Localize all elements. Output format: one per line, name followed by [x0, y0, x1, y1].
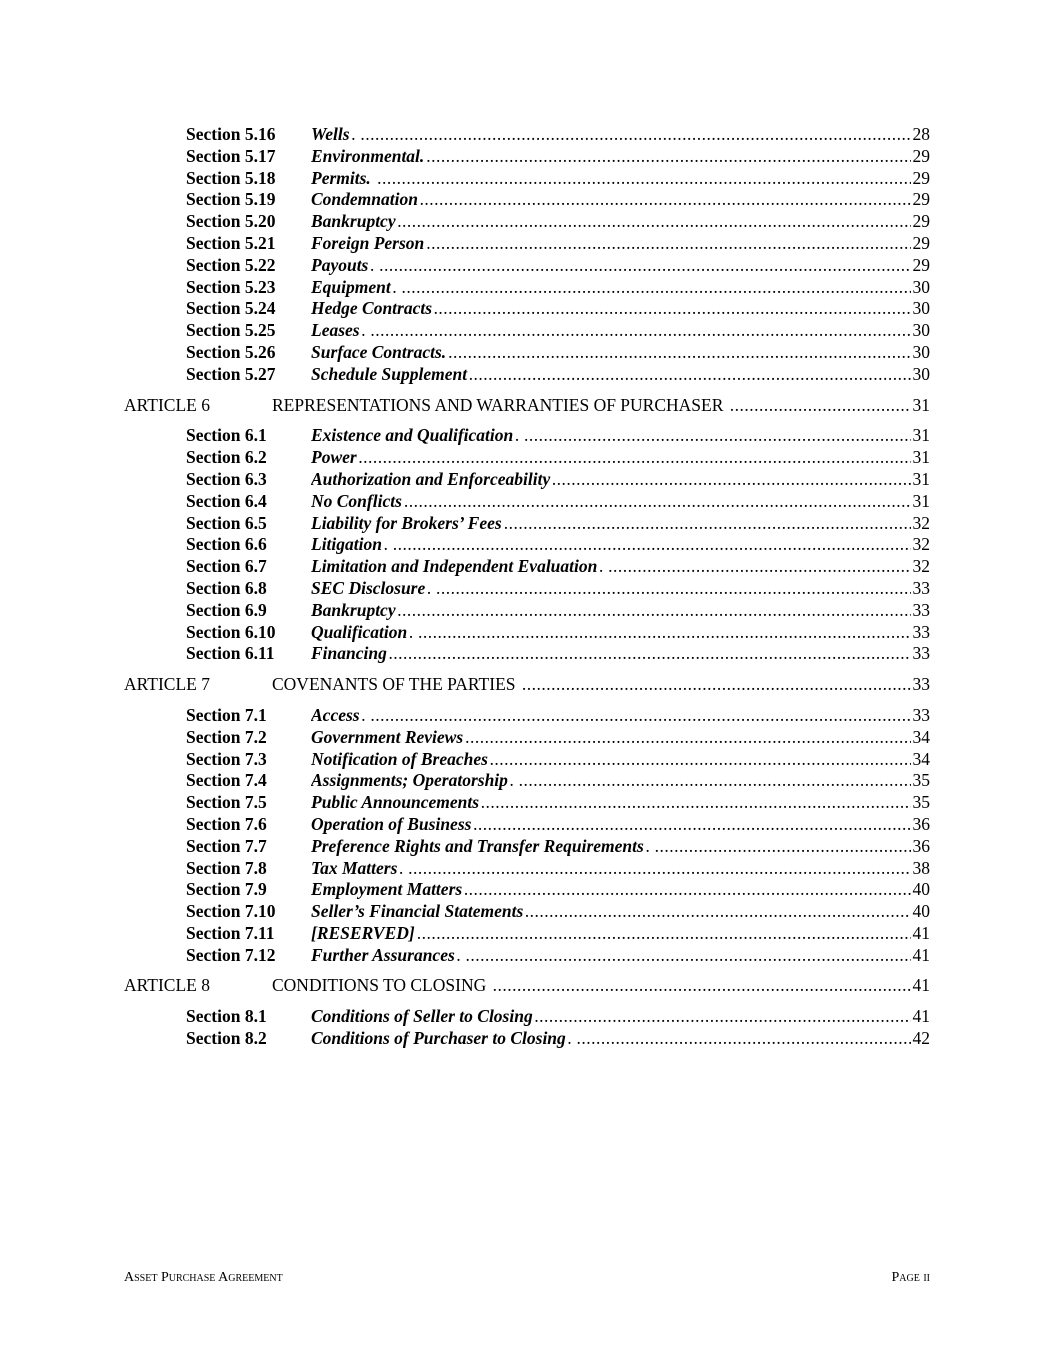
toc-section-row[interactable]: [0, 836, 1055, 858]
toc-entry-title: Payouts: [311, 254, 369, 275]
toc-entry-page: 32: [912, 512, 930, 533]
toc-section-row[interactable]: [0, 233, 1055, 255]
toc-section-row[interactable]: [0, 277, 1055, 299]
toc-entry-title: Foreign Person: [311, 232, 425, 253]
dot-leader: [363, 447, 910, 469]
dot-leader: [436, 578, 910, 600]
dot-leader: [402, 277, 911, 299]
toc-entry-separator: .: [599, 556, 609, 577]
toc-entry-line: [311, 233, 930, 255]
toc-entry-line: [311, 534, 930, 556]
toc-entry-separator: .: [392, 276, 402, 297]
toc-entry-title: Litigation: [311, 534, 382, 555]
toc-entry-line: [311, 622, 930, 644]
toc-entry-title: Surface Contracts.: [311, 341, 447, 362]
toc-entry-separator: .: [464, 879, 469, 900]
toc-entry-title: Notification of Breaches: [311, 748, 488, 769]
toc-entry-number: Section 7.11: [186, 922, 275, 943]
toc-entry-title: Qualification: [311, 621, 408, 642]
toc-entry-number: Section 6.3: [186, 468, 267, 489]
toc-entry-page: 31: [912, 425, 930, 446]
toc-entry-separator: .: [645, 835, 655, 856]
toc-section-row[interactable]: [0, 447, 1055, 469]
toc-entry-line: [311, 255, 930, 277]
toc-entry-number: Section 5.25: [186, 320, 276, 341]
dot-leader: [426, 233, 910, 255]
toc-entry-separator: .: [552, 468, 557, 489]
dot-leader: [493, 975, 911, 997]
toc-entry-number: Section 5.16: [186, 124, 276, 144]
toc-entry-page: 34: [912, 748, 930, 769]
toc-entry-line: [311, 364, 930, 386]
toc-entry-number: Section 7.12: [186, 944, 276, 965]
toc-entry-separator: .: [383, 534, 393, 555]
toc-entry-page: 29: [912, 145, 930, 166]
footer-page-number: Page ii: [891, 1270, 930, 1285]
toc-entry-number: Section 7.10: [186, 901, 276, 922]
toc-entry-line: [311, 727, 930, 749]
toc-entry-title: [RESERVED]: [311, 922, 415, 943]
toc-section-row[interactable]: [0, 578, 1055, 600]
toc-entry-line: [311, 749, 930, 771]
table-of-contents: [0, 124, 1055, 1050]
toc-entry-separator: .: [351, 124, 361, 144]
toc-entry-line: [272, 395, 930, 417]
dot-leader: [393, 643, 910, 665]
toc-entry-title: Power: [311, 447, 357, 468]
toc-section-row[interactable]: [0, 255, 1055, 277]
dot-leader: [494, 749, 910, 771]
toc-entry-number: Section 5.20: [186, 211, 276, 232]
toc-section-row[interactable]: [0, 643, 1055, 665]
toc-section-row[interactable]: [0, 858, 1055, 880]
toc-entry-number: Section 5.26: [186, 341, 276, 362]
toc-entry-number: Section 6.9: [186, 599, 267, 620]
toc-entry-title: REPRESENTATIONS AND WARRANTIES OF PURCHASER: [272, 394, 724, 415]
dot-leader: [466, 945, 911, 967]
toc-entry-page: 34: [912, 726, 930, 747]
toc-entry-title: Schedule Supplement: [311, 363, 468, 384]
toc-entry-line: [311, 879, 930, 901]
toc-entry-title: Conditions of Seller to Closing: [311, 1006, 533, 1027]
toc-section-row[interactable]: [0, 792, 1055, 814]
toc-section-row[interactable]: [0, 342, 1055, 364]
dot-leader: [519, 770, 911, 792]
toc-entry-separator: .: [388, 643, 394, 664]
toc-article-row[interactable]: [0, 395, 1055, 417]
toc-entry-line: [311, 425, 930, 447]
toc-entry-line: [311, 342, 930, 364]
toc-entry-line: [311, 447, 930, 469]
toc-entry-page: 29: [912, 167, 930, 188]
toc-entry-title: Existence and Qualification: [311, 425, 514, 446]
toc-entry-line: [311, 770, 930, 792]
page-footer: [124, 1270, 930, 1290]
toc-entry-separator: .: [534, 1006, 540, 1027]
toc-entry-title: Operation of Business: [311, 813, 472, 834]
toc-entry-number: Section 5.27: [186, 363, 276, 384]
toc-section-row[interactable]: [0, 168, 1055, 190]
toc-entry-number: Section 5.21: [186, 232, 276, 253]
dot-leader: [478, 814, 911, 836]
toc-entry-number: Section 5.23: [186, 276, 276, 297]
toc-section-row[interactable]: [0, 705, 1055, 727]
toc-entry-title: Bankruptcy: [311, 211, 396, 232]
toc-entry-title: Limitation and Independent Evaluation: [311, 556, 598, 577]
toc-entry-line: [311, 643, 930, 665]
toc-entry-page: 29: [912, 189, 930, 210]
toc-entry-number: Section 6.10: [186, 621, 276, 642]
toc-entry-number: ARTICLE 6: [124, 394, 210, 415]
toc-entry-title: Environmental.: [311, 145, 425, 166]
toc-section-row[interactable]: [0, 1006, 1055, 1028]
toc-entry-number: Section 6.1: [186, 425, 267, 446]
dot-leader: [360, 124, 910, 146]
toc-entry-number: Section 6.11: [186, 643, 275, 664]
dot-leader: [530, 901, 911, 923]
dot-leader: [418, 622, 910, 644]
toc-entry-number: ARTICLE 7: [124, 674, 210, 695]
toc-entry-number: Section 7.9: [186, 879, 267, 900]
toc-entry-line: [311, 1028, 930, 1050]
toc-entry-page: 41: [912, 1006, 930, 1027]
toc-entry-line: [311, 814, 930, 836]
toc-entry-number: Section 6.4: [186, 490, 267, 511]
toc-entry-number: Section 8.2: [186, 1028, 267, 1049]
dot-leader: [404, 491, 911, 513]
toc-entry-page: 29: [912, 211, 930, 232]
toc-entry-title: Employment Matters: [311, 879, 463, 900]
toc-entry-page: 36: [912, 813, 930, 834]
toc-section-row[interactable]: [0, 923, 1055, 945]
toc-entry-title: Preference Rights and Transfer Requirements: [311, 835, 644, 856]
toc-entry-page: 30: [912, 320, 930, 341]
toc-entry-title: Further Assurances: [311, 944, 455, 965]
toc-entry-number: Section 6.7: [186, 556, 267, 577]
toc-entry-number: Section 5.24: [186, 298, 276, 319]
toc-entry-page: 35: [912, 792, 930, 813]
toc-entry-number: Section 7.6: [186, 813, 267, 834]
toc-entry-line: [272, 975, 930, 997]
toc-entry-number: Section 6.8: [186, 577, 267, 598]
dot-leader: [539, 1006, 910, 1028]
footer-document-title: Asset Purchase Agreement: [124, 1270, 283, 1285]
toc-section-row[interactable]: [0, 189, 1055, 211]
toc-entry-number: Section 7.5: [186, 792, 267, 813]
toc-entry-page: 28: [912, 124, 930, 144]
toc-entry-number: Section 6.6: [186, 534, 267, 555]
toc-entry-title: Leases: [311, 320, 360, 341]
toc-section-row[interactable]: [0, 770, 1055, 792]
toc-entry-page: 40: [912, 879, 930, 900]
toc-entry-separator: .: [473, 813, 478, 834]
toc-entry-line: [311, 858, 930, 880]
toc-section-row[interactable]: [0, 622, 1055, 644]
toc-entry-line: [311, 578, 930, 600]
toc-section-row[interactable]: [0, 749, 1055, 771]
toc-entry-line: [311, 469, 930, 491]
toc-entry-separator: .: [397, 211, 402, 232]
toc-entry-page: 41: [912, 944, 930, 965]
toc-entry-line: [311, 901, 930, 923]
dot-leader: [524, 425, 911, 447]
toc-entry-page: 33: [912, 577, 930, 598]
toc-entry-number: Section 5.18: [186, 167, 276, 188]
toc-entry-number: Section 5.17: [186, 145, 276, 166]
toc-entry-title: Financing: [311, 643, 387, 664]
dot-leader: [504, 513, 911, 535]
dot-leader: [522, 674, 911, 696]
toc-entry-page: 30: [912, 363, 930, 384]
toc-entry-line: [311, 168, 930, 190]
toc-entry-page: 31: [912, 468, 930, 489]
toc-entry-title: Conditions of Purchaser to Closing: [311, 1028, 566, 1049]
toc-entry-page: 32: [912, 534, 930, 555]
dot-leader: [577, 1028, 911, 1050]
toc-entry-title: Condemnation: [311, 189, 418, 210]
toc-entry-separator: .: [489, 748, 495, 769]
toc-section-row[interactable]: [0, 879, 1055, 901]
dot-leader: [379, 255, 910, 277]
toc-entry-line: [311, 124, 930, 146]
dot-leader: [465, 727, 910, 749]
toc-entry-title: Equipment: [311, 276, 391, 297]
toc-article-row[interactable]: [0, 674, 1055, 696]
toc-entry-separator: .: [397, 599, 402, 620]
dot-leader: [655, 836, 911, 858]
toc-entry-number: Section 5.22: [186, 254, 276, 275]
toc-entry-separator: .: [370, 254, 380, 275]
toc-entry-number: Section 6.5: [186, 512, 267, 533]
toc-entry-title: Assignments; Operatorship: [311, 770, 508, 791]
toc-entry-line: [311, 513, 930, 535]
toc-entry-number: Section 8.1: [186, 1006, 267, 1027]
toc-entry-line: [311, 556, 930, 578]
dot-leader: [448, 342, 910, 364]
dot-leader: [608, 556, 910, 578]
toc-entry-separator: .: [399, 857, 409, 878]
toc-entry-page: 33: [912, 643, 930, 664]
toc-entry-separator: .: [434, 298, 439, 319]
toc-entry-title: Government Reviews: [311, 726, 464, 747]
toc-entry-number: ARTICLE 8: [124, 975, 210, 996]
toc-entry-page: 33: [912, 599, 930, 620]
toc-entry-separator: .: [515, 425, 524, 446]
toc-section-row[interactable]: [0, 814, 1055, 836]
toc-entry-separator: .: [409, 621, 419, 642]
toc-entry-line: [311, 189, 930, 211]
toc-entry-line: [311, 600, 930, 622]
toc-entry-line: [311, 923, 930, 945]
toc-entry-separator: .: [567, 1028, 577, 1049]
toc-entry-line: [311, 298, 930, 320]
toc-entry-page: 30: [912, 341, 930, 362]
toc-section-row[interactable]: [0, 124, 1055, 146]
toc-entry-page: 41: [912, 975, 930, 996]
toc-entry-line: [311, 491, 930, 513]
toc-entry-line: [311, 705, 930, 727]
toc-section-row[interactable]: [0, 513, 1055, 535]
toc-entry-separator: .: [427, 577, 437, 598]
toc-entry-separator: .: [456, 944, 466, 965]
dot-leader: [426, 146, 910, 168]
dot-leader: [438, 298, 910, 320]
toc-entry-page: 32: [912, 556, 930, 577]
toc-entry-title: Liability for Brokers’ Fees: [311, 512, 502, 533]
dot-leader: [408, 858, 910, 880]
toc-section-row[interactable]: [0, 901, 1055, 923]
toc-section-row[interactable]: [0, 364, 1055, 386]
toc-entry-title: Bankruptcy: [311, 599, 396, 620]
dot-leader: [730, 395, 911, 417]
toc-entry-page: 31: [912, 447, 930, 468]
dot-leader: [424, 189, 910, 211]
toc-section-row[interactable]: [0, 491, 1055, 513]
toc-section-row[interactable]: [0, 1028, 1055, 1050]
toc-entry-number: Section 7.4: [186, 770, 267, 791]
toc-entry-line: [311, 277, 930, 299]
dot-leader: [370, 320, 910, 342]
toc-entry-page: 41: [912, 922, 930, 943]
toc-entry-number: Section 7.7: [186, 835, 267, 856]
toc-entry-separator: .: [419, 189, 425, 210]
toc-entry-page: 42: [912, 1028, 930, 1049]
dot-leader: [485, 792, 910, 814]
toc-entry-line: [311, 945, 930, 967]
toc-section-row[interactable]: [0, 298, 1055, 320]
toc-entry-line: [311, 146, 930, 168]
dot-leader: [393, 534, 911, 556]
dot-leader: [473, 364, 910, 386]
dot-leader: [402, 600, 911, 622]
toc-entry-title: Tax Matters: [311, 857, 398, 878]
toc-section-row[interactable]: [0, 556, 1055, 578]
toc-entry-title: Hedge Contracts: [311, 298, 433, 319]
dot-leader: [557, 469, 911, 491]
toc-section-row[interactable]: [0, 727, 1055, 749]
toc-entry-line: [311, 836, 930, 858]
toc-entry-page: 33: [912, 704, 930, 725]
toc-entry-line: [311, 1006, 930, 1028]
toc-entry-line: [272, 674, 930, 696]
toc-entry-separator: .: [509, 770, 519, 791]
toc-entry-line: [311, 792, 930, 814]
toc-entry-title: Authorization and Enforceability: [311, 468, 551, 489]
toc-entry-page: 30: [912, 276, 930, 297]
toc-entry-title: Wells: [311, 124, 350, 144]
toc-entry-page: 33: [912, 674, 930, 695]
toc-entry-title: No Conflicts: [311, 490, 402, 511]
toc-entry-separator: .: [361, 704, 371, 725]
toc-entry-number: Section 7.8: [186, 857, 267, 878]
toc-entry-line: [311, 211, 930, 233]
toc-entry-page: 35: [912, 770, 930, 791]
toc-section-row[interactable]: [0, 945, 1055, 967]
toc-entry-page: 29: [912, 254, 930, 275]
toc-entry-number: Section 7.1: [186, 704, 267, 725]
dot-leader: [469, 879, 911, 901]
toc-entry-number: Section 5.19: [186, 189, 276, 210]
dot-leader: [402, 211, 911, 233]
toc-entry-page: 33: [912, 621, 930, 642]
toc-entry-title: Permits.: [311, 167, 371, 188]
toc-entry-page: 31: [912, 490, 930, 511]
dot-leader: [370, 705, 910, 727]
toc-entry-page: 36: [912, 835, 930, 856]
toc-entry-page: 29: [912, 232, 930, 253]
toc-article-row[interactable]: [0, 975, 1055, 997]
toc-entry-number: Section 7.3: [186, 748, 267, 769]
toc-section-row[interactable]: [0, 146, 1055, 168]
toc-entry-separator: .: [525, 901, 530, 922]
toc-entry-separator: .: [361, 320, 371, 341]
toc-entry-separator: .: [358, 447, 364, 468]
dot-leader: [417, 923, 911, 945]
toc-entry-page: 40: [912, 901, 930, 922]
toc-entry-page: 30: [912, 298, 930, 319]
toc-entry-separator: .: [481, 792, 486, 813]
toc-entry-number: Section 7.2: [186, 726, 267, 747]
toc-section-row[interactable]: [0, 320, 1055, 342]
dot-leader: [377, 168, 910, 190]
toc-section-row[interactable]: [0, 534, 1055, 556]
toc-entry-title: Access: [311, 704, 360, 725]
toc-section-row[interactable]: [0, 469, 1055, 491]
toc-section-row[interactable]: [0, 425, 1055, 447]
toc-section-row[interactable]: [0, 600, 1055, 622]
toc-entry-title: SEC Disclosure: [311, 577, 426, 598]
toc-entry-line: [311, 320, 930, 342]
toc-entry-page: 38: [912, 857, 930, 878]
toc-entry-page: 31: [912, 394, 930, 415]
toc-entry-title: CONDITIONS TO CLOSING: [272, 975, 487, 996]
toc-entry-title: Seller’s Financial Statements: [311, 901, 524, 922]
toc-entry-title: COVENANTS OF THE PARTIES: [272, 674, 516, 695]
toc-section-row[interactable]: [0, 211, 1055, 233]
toc-entry-title: Public Announcements: [311, 792, 480, 813]
toc-entry-separator: .: [469, 363, 474, 384]
toc-entry-number: Section 6.2: [186, 447, 267, 468]
